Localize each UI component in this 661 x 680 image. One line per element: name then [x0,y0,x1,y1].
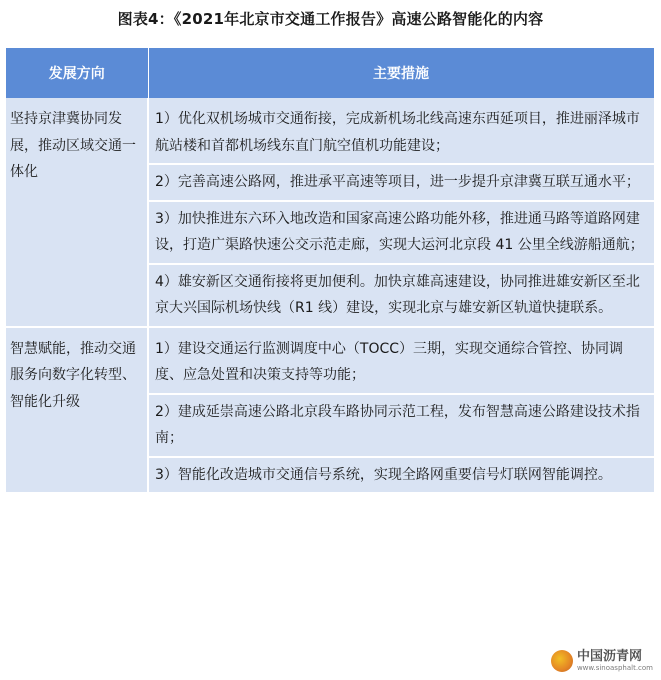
measures-table [6,48,655,494]
table-row [6,98,654,164]
watermark-url: www.sinoasphalt.com [576,664,653,672]
measure-cell: 1）建设交通运行监测调度中心（TOCC）三期，实现交通综合管控、协同调度、应急处置和决策支持等功能； [148,327,654,394]
table-header-row [6,48,654,98]
header-measures: 主要措施 [148,48,654,98]
direction-cell: 坚持京津冀协同发展，推动区域交通一体化 [6,98,148,327]
direction-cell: 智慧赋能，推动交通服务向数字化转型、智能化升级 [6,327,148,494]
header-direction: 发展方向 [6,48,148,98]
table-row [6,327,654,394]
measure-cell: 3）加快推进东六环入地改造和国家高速公路功能外移，推进通马路等道路网建设，打造广渠路快速公交示范走廊，实现大运河北京段 41 公里全线游船通航； [148,201,654,264]
asphalt-logo-icon [551,650,573,672]
measure-cell: 4）雄安新区交通衔接将更加便利。加快京雄高速建设，协同推进雄安新区至北京大兴国际机场快线（R1 线）建设，实现北京与雄安新区轨道快捷联系。 [148,264,654,327]
figure-title: 图表4：《2021年北京市交通工作报告》高速公路智能化的内容 [117,10,544,28]
watermark-name: 中国沥青网 [576,649,642,664]
measure-cell: 2）建成延崇高速公路北京段车路协同示范工程，发布智慧高速公路建设技术指南； [148,394,654,457]
site-watermark [551,650,653,672]
measure-cell: 2）完善高速公路网，推进承平高速等项目，进一步提升京津冀互联互通水平； [148,164,654,201]
measure-cell: 3）智能化改造城市交通信号系统，实现全路网重要信号灯联网智能调控。 [148,457,654,494]
measure-cell: 1）优化双机场城市交通衔接，完成新机场北线高速东西延项目，推进丽泽城市航站楼和首都机场线东直门航空值机功能建设； [148,98,654,164]
